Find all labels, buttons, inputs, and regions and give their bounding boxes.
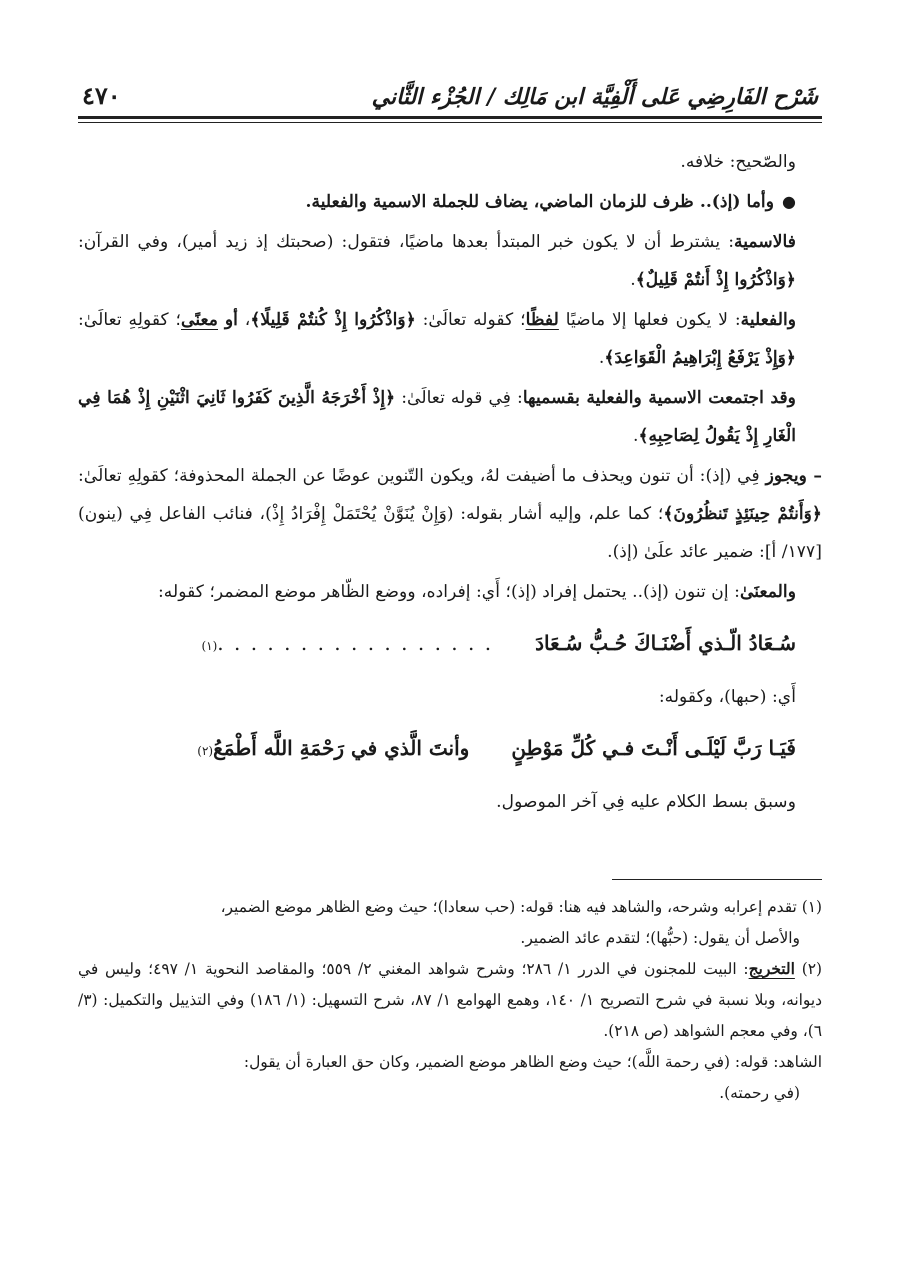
paragraph-verbal: والفعلية: لا يكون فعلها إلا ماضيًا لفظًا؛ كقوله تعالَىٰ: ﴿وَاذْكُرُوا إِذْ كُنتُمْ قَلِيلًا﴾، أو معنًى؛ كقولِهِ تعالَىٰ: ﴿وَإِذْ يَرْفَعُ إِبْرَاهِيمُ الْقَوَاعِدَ﴾. bbox=[78, 310, 797, 368]
page-header bbox=[78, 62, 822, 110]
footnote-ref: (٢) bbox=[197, 744, 214, 758]
footnotes bbox=[78, 892, 822, 1109]
paragraph-hubbuha: أَي: (حبها)، وكقوله: bbox=[658, 687, 796, 707]
quran-quote: ﴿وَأَنتُمْ حِينَئِذٍ تَنظُرُونَ﴾ bbox=[663, 504, 822, 524]
paragraph-tanween: – ويجوز فِي (إذ): أن تنون ويحذف ما أضيفت لهُ، ويكون التّنوين عوضًا عن الجملة المحذوفة؛ كقولِهِ تعالَىٰ: ﴿وَأَنتُمْ حِينَئِذٍ تَنظُرُونَ﴾؛ كما علم، وإليه أشار بقوله: (وَإِنْ يُنَوَّنْ يُحْتَمَلْ إِفْرَادُ إِذْ)، فنائب الفاعل فِي (ينون)[١٧٧/ أ]: ضمير عائد علَىٰ (إذ). bbox=[78, 466, 822, 562]
page-number: ٤٧٠ bbox=[82, 81, 121, 110]
footnote-shahid: الشاهد: قوله: (في رحمة اللَّه)؛ حيث وضع الظاهر موضع الضمير، وكان حق العبارة أن يقول: bbox=[243, 1053, 822, 1071]
poetry-verse-1 bbox=[78, 623, 822, 666]
bullet-idh-definition: ● وأما (إذ).. ظرف للزمان الماضي، يضاف للجملة الاسمية والفعلية. bbox=[78, 183, 822, 221]
paragraph-see-earlier: وسبق بسط الكلام عليه فِي آخر الموصول. bbox=[496, 792, 796, 812]
footnote-ref: (١) bbox=[201, 639, 218, 653]
paragraph-combined: وقد اجتمعت الاسمية والفعلية بقسميها: فِي قوله تعالَىٰ: ﴿إِذْ أَخْرَجَهُ الَّذِينَ كَفَرُوا ثَانِيَ اثْنَيْنِ إِذْ هُمَا فِي الْغَارِ إِذْ يَقُولُ لِصَاحِبِهِ﴾. bbox=[78, 388, 796, 446]
main-text bbox=[78, 143, 822, 821]
quran-quote: ﴿وَإِذْ يَرْفَعُ إِبْرَاهِيمُ الْقَوَاعِدَ﴾ bbox=[604, 348, 796, 368]
verse-omission-dots: . . . . . . . . . . . . . . . . . bbox=[217, 631, 494, 655]
bullet-dot-icon: ● bbox=[782, 192, 796, 211]
footnote-1: (١) تقدم إعرابه وشرحه، والشاهد فيه هنا: قوله: (حب سعادا)؛ حيث وضع الظاهر موضع الضمير، bbox=[220, 898, 822, 916]
header-rule bbox=[78, 116, 822, 123]
paragraph-meaning: والمعنَىٰ: إن تنون (إذ).. يحتمل إفراد (إذ)؛ أَي: إفراده، ووضع الظّاهر موضع المضمر؛ كقوله: bbox=[157, 582, 796, 602]
paragraph-correct-view: والصّحيح: خلافه. bbox=[680, 152, 796, 172]
book-page bbox=[78, 62, 822, 1109]
footnote-1-continued: والأصل أن يقول: (حبُّها)؛ لتقدم عائد الضمير. bbox=[520, 929, 800, 947]
paragraph-nominal: فالاسمية: يشترط أن لا يكون خبر المبتدأ بعدها ماضيًا، فتقول: (صحبتك إذ زيد أمير)، وفي القرآن: ﴿وَاذْكُرُوا إِذْ أَنتُمْ قَلِيلٌ﴾. bbox=[78, 232, 796, 290]
quran-quote: ﴿وَاذْكُرُوا إِذْ كُنتُمْ قَلِيلًا﴾ bbox=[250, 310, 416, 330]
quran-quote: ﴿إِذْ أَخْرَجَهُ الَّذِينَ كَفَرُوا ثَانِيَ اثْنَيْنِ إِذْ هُمَا فِي الْغَارِ إِذْ يَقُولُ لِصَاحِبِهِ﴾ bbox=[78, 388, 796, 446]
footnote-shahid-continued: (في رحمته). bbox=[719, 1084, 800, 1102]
quran-quote: ﴿وَاذْكُرُوا إِذْ أَنتُمْ قَلِيلٌ﴾ bbox=[635, 270, 796, 290]
verse-hemistich: فَيَـا رَبَّ لَيْلَـى أَنْـتَ فـي كُلِّ مَوْطِنٍ bbox=[511, 736, 796, 760]
verse-hemistich: سُـعَادُ الّـذي أَضْنَـاكَ حُـبُّ سُـعَادَ bbox=[535, 631, 796, 655]
footnote-separator bbox=[612, 879, 822, 880]
poetry-verse-2 bbox=[78, 728, 822, 771]
verse-hemistich: وأنتَ الَّذي في رَحْمَةِ اللَّه أَطْمَعُ bbox=[213, 736, 470, 760]
running-title: شَرْح الفَارِضِي عَلى أَلْفِيَّة ابن مَالِك / الجُزْء الثَّاني bbox=[371, 84, 818, 110]
footnote-2: (٢) التخريج: البيت للمجنون في الدرر ١/ ٢٨٦؛ وشرح شواهد المغني ٢/ ٥٥٩؛ والمقاصد النحوية ١/ ٤٩٧؛ وليس في ديوانه، وبلا نسبة في شرح التصريح ١/ ١٤٠، وهمع الهوامع ١/ ٨٧، شرح التسهيل: (١/ ١٨٦) وفي التذييل والتكميل: (٣/ ٦)، وفي معجم الشواهد (ص ٢١٨). bbox=[78, 960, 823, 1040]
